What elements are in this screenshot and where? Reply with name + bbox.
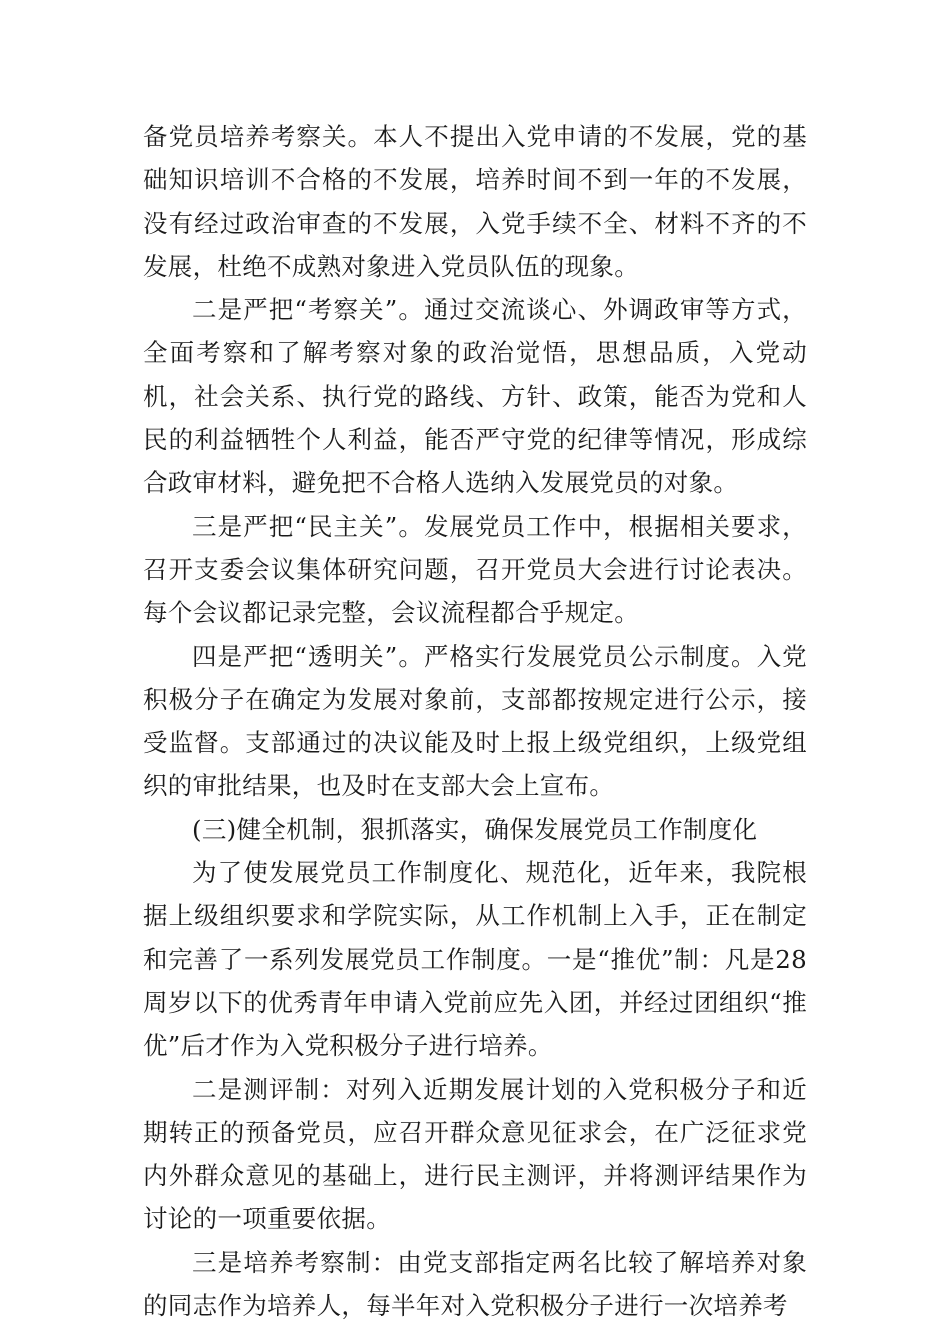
paragraph-6: 为了使发展党员工作制度化、规范化，近年来，我院根据上级组织要求和学院实际，从工作机制上入手，正在制定和完善了一系列发展党员工作制度。一是“推优”制：凡是28周岁以下的优秀青年申请入党前应先入团，并经过团组织“推优”后才作为入党积极分子进行培养。 [143,858,807,1061]
document-page [143,115,807,1327]
paragraph-7: 二是测评制：对列入近期发展计划的入党积极分子和近期转正的预备党员，应召开群众意见征求会，在广泛征求党内外群众意见的基础上，进行民主测评，并将测评结果作为讨论的一项重要依据。 [143,1074,807,1234]
paragraph-1: 备党员培养考察关。本人不提出入党申请的不发展，党的基础知识培训不合格的不发展，培养时间不到一年的不发展，没有经过政治审查的不发展，入党手续不全、材料不齐的不发展，杜绝不成熟对象进入党员队伍的现象。 [143,122,807,281]
section-heading: (三)健全机制，狠抓落实，确保发展党员工作制度化 [192,814,758,844]
paragraph-4: 四是严把“透明关”。严格实行发展党员公示制度。入党积极分子在确定为发展对象前，支部都按规定进行公示，接受监督。支部通过的决议能及时上报上级党组织，上级党组织的审批结果，也及时在支部大会上宣布。 [143,641,807,801]
paragraph-2: 二是严把“考察关”。通过交流谈心、外调政审等方式，全面考察和了解考察对象的政治觉悟，思想品质，入党动机，社会关系、执行党的路线、方针、政策，能否为党和人民的利益牺牲个人利益，能否严守党的纪律等情况，形成综合政审材料，避免把不合格人选纳入发展党员的对象。 [143,295,807,498]
paragraph-8: 三是培养考察制：由党支部指定两名比较了解培养对象的同志作为培养人，每半年对入党积极分子进行一次培养考 [143,1247,807,1321]
paragraph-3: 三是严把“民主关”。发展党员工作中，根据相关要求，召开支委会议集体研究问题，召开党员大会进行讨论表决。每个会议都记录完整，会议流程都合乎规定。 [143,511,807,628]
